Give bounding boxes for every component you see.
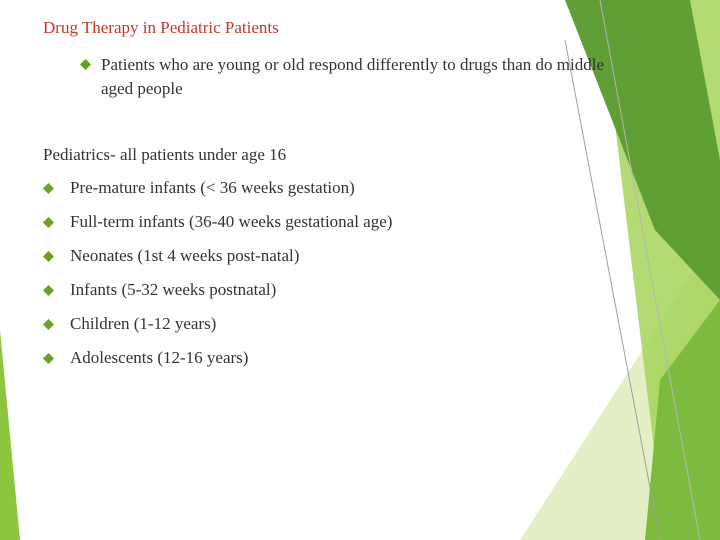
list-item — [43, 244, 543, 278]
list-item-label: Children (1-12 years) — [70, 314, 217, 333]
list-item-label: Adolescents (12-16 years) — [70, 348, 249, 367]
intro-bullet-text: Patients who are young or old respond differently to drugs than do middle aged people — [101, 55, 604, 98]
diamond-bullet-icon — [43, 217, 54, 228]
diamond-bullet-icon — [43, 183, 54, 194]
list-item-label: Infants (5-32 weeks postnatal) — [70, 280, 277, 299]
list-item-label: Full-term infants (36-40 weeks gestational age) — [70, 212, 393, 231]
age-group-list — [43, 176, 543, 380]
list-item — [43, 210, 543, 244]
list-item — [43, 176, 543, 210]
list-item — [43, 278, 543, 312]
section-heading: Pediatrics- all patients under age 16 — [43, 145, 287, 164]
list-item — [43, 346, 543, 380]
list-item-label: Neonates (1st 4 weeks post-natal) — [70, 246, 300, 265]
list-item — [43, 312, 543, 346]
slide-title: Drug Therapy in Pediatric Patients — [43, 18, 279, 37]
diamond-bullet-icon — [43, 285, 54, 296]
diamond-bullet-icon — [43, 319, 54, 330]
list-item-label: Pre-mature infants (< 36 weeks gestation) — [70, 178, 355, 197]
diamond-bullet-icon — [43, 353, 54, 364]
left-green-sliver — [0, 330, 20, 540]
diamond-bullet-icon — [80, 59, 91, 70]
diamond-bullet-icon — [43, 251, 54, 262]
